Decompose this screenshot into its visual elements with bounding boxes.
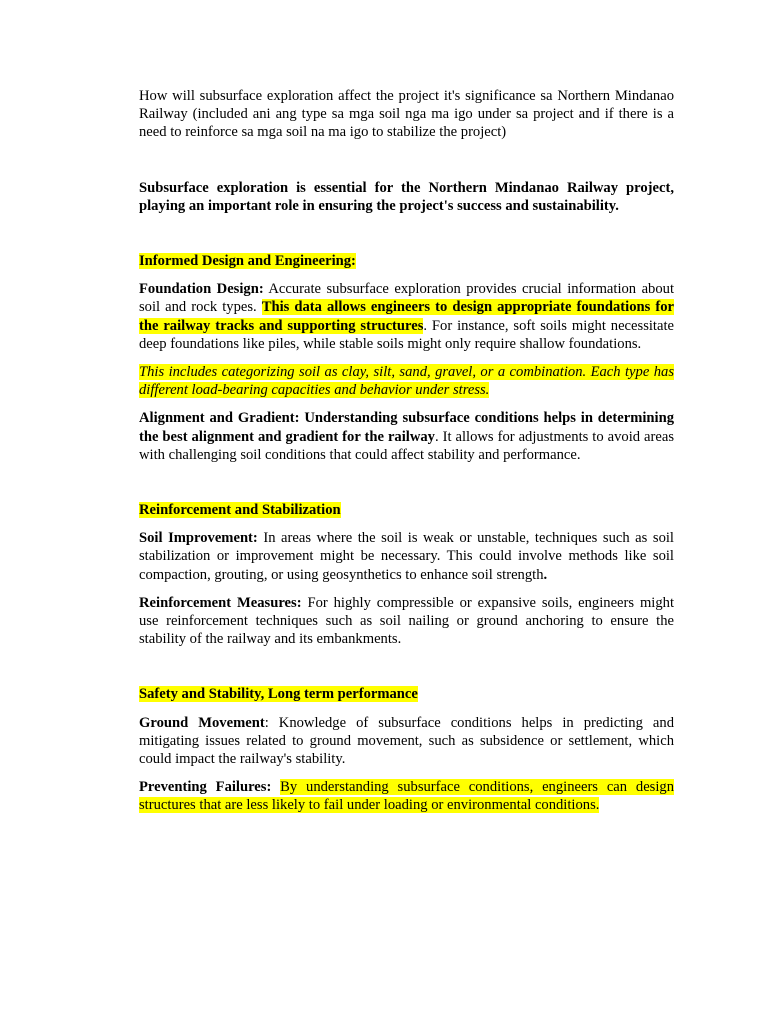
intro-paragraph: Subsurface exploration is essential for the Northern Mindanao Railway project, playing an important role in ensuring the project's success and sustainability. <box>139 179 674 214</box>
section-heading-reinforcement <box>139 501 674 519</box>
foundation-highlight: This data allows engineers to design appropriate foundations for the railway tracks and supporting structures <box>139 299 674 334</box>
soil-types-note-text: This includes categorizing soil as clay, silt, sand, gravel, or a combination. Each type has different load-bearing capacities and behavior under stress. <box>139 364 674 399</box>
foundation-text-end: . For instance, soft soils might necessitate deep foundations like piles, while stable soils might only require shallow foundations. <box>139 317 674 352</box>
soil-improvement-label: Soil Improvement: <box>139 530 258 547</box>
preventing-failures-paragraph <box>139 778 674 814</box>
reinforcement-text: For highly compressible or expansive soils, engineers might use reinforcement techniques such as soil nailing or ground anchoring to ensure the stability of the railway and its embankments. <box>139 594 674 648</box>
soil-improvement-paragraph <box>139 529 674 584</box>
section-heading-safety <box>139 685 674 703</box>
preventing-failures-highlight: By understanding subsurface conditions, engineers can design structures that are less likely to fail under loading or environmental conditions. <box>139 779 675 814</box>
soil-improvement-text: In areas where the soil is weak or unstable, techniques such as soil stabilization or improvement might be necessary. This could involve methods like soil compaction, grouting, or using geosynthetics to enhance soil strength <box>139 530 674 583</box>
reinforcement-measures-paragraph <box>139 594 674 649</box>
heading-text: Safety and Stability, Long term performance <box>139 686 418 703</box>
document-body <box>139 87 674 815</box>
alignment-paragraph <box>139 409 674 464</box>
preventing-failures-label: Preventing Failures: <box>139 779 272 796</box>
section-heading-design <box>139 252 674 270</box>
soil-improvement-end: . <box>543 566 548 583</box>
ground-movement-paragraph <box>139 714 674 769</box>
ground-movement-text: : Knowledge of subsurface conditions helps in predicting and mitigating issues related to ground movement, such as subsidence or settlement, which could impact the railway's stability. <box>139 714 674 768</box>
heading-text: Informed Design and Engineering: <box>139 253 356 270</box>
reinforcement-label: Reinforcement Measures: <box>139 594 302 611</box>
question-paragraph: How will subsurface exploration affect the project it's significance sa Northern Mindanao Railway (included ani ang type sa mga soil nga ma igo under sa project and if there is a need to reinforce sa mga soil na ma igo to stabilize the project) <box>139 88 674 141</box>
foundation-label: Foundation Design: <box>139 281 264 298</box>
foundation-paragraph <box>139 280 674 353</box>
alignment-bold: Alignment and Gradient: Understanding subsurface conditions helps in determining the best alignment and gradient for the railway <box>139 410 674 445</box>
alignment-text: . It allows for adjustments to avoid areas with challenging soil conditions that could affect stability and performance. <box>139 428 674 463</box>
ground-movement-label: Ground Movement <box>139 714 265 731</box>
preventing-failures-space <box>271 779 280 795</box>
soil-types-note <box>139 363 674 399</box>
foundation-text: Accurate subsurface exploration provides crucial information about soil and rock types. <box>139 281 674 316</box>
heading-text: Reinforcement and Stabilization <box>139 502 341 519</box>
